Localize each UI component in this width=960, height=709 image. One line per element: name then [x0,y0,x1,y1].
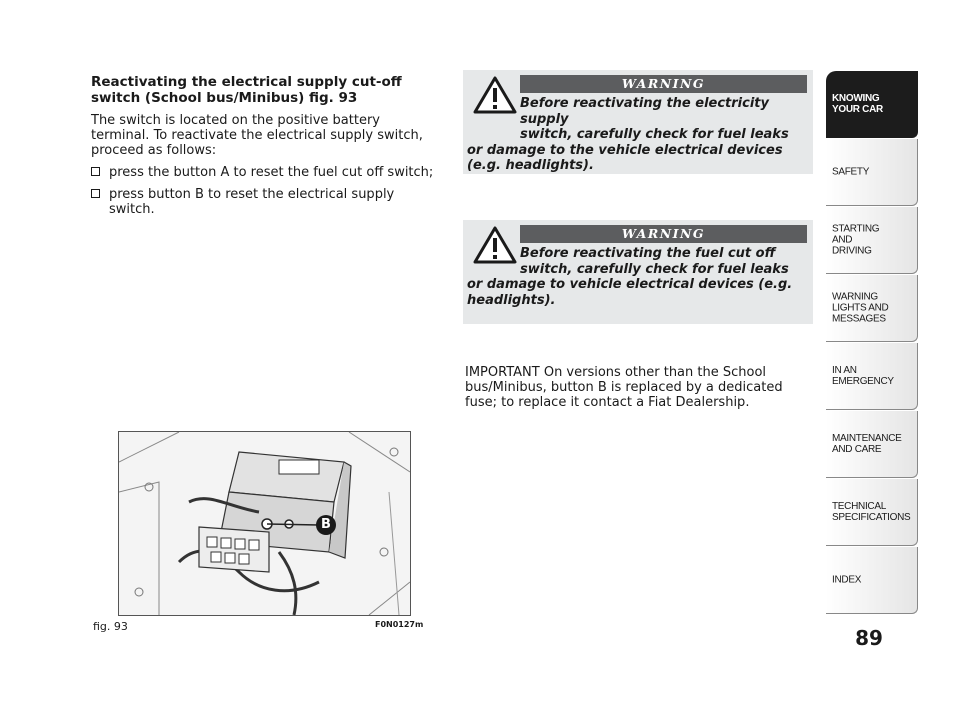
tab-knowing-your-car[interactable] [826,71,918,138]
tab-label: INDEX [832,574,862,586]
warning-box-electricity [463,70,813,174]
section-intro: The switch is located on the positive battery terminal. To reactivate the electrical supply switch, proceed as follows: [91,113,423,158]
warning-text: Before reactivating the fuel cut off switch, carefully check for fuel leaks or damage to vehicle electrical devices (e.g. headlights). [467,246,793,308]
tab-label: KNOWING YOUR CAR [832,93,883,115]
warning-header: WARNING [520,75,807,93]
figure-caption: fig. 93 [93,620,128,633]
tab-safety[interactable] [826,139,918,206]
tab-label: SAFETY [832,166,870,178]
tab-label: TECHNICAL SPECIFICATIONS [832,501,911,523]
important-note: IMPORTANT On versions other than the School bus/Minibus, button B is replaced by a dedicated fuse; to replace it contact a Fiat Dealership. [465,365,783,410]
page-number: 89 [855,626,883,650]
tab-label: WARNING LIGHTS AND MESSAGES [832,291,889,325]
tab-technical-specifications[interactable] [826,479,918,546]
list-item [91,187,436,217]
warning-text: Before reactivating the electricity supply switch, carefully check for fuel leaks or damage to the vehicle electrical devices (e.g. headlights). [467,96,789,173]
list-item [91,165,436,180]
tab-starting-and-driving[interactable] [826,207,918,274]
callout-b-label: B [321,517,331,532]
tab-label: STARTING AND DRIVING [832,223,880,257]
warning-box-fuel [463,220,813,324]
tab-index[interactable] [826,547,918,614]
tab-warning-lights-and-messages[interactable] [826,275,918,342]
tab-in-an-emergency[interactable] [826,343,918,410]
checkbox-bullet-icon [91,167,100,176]
checkbox-bullet-icon [91,189,100,198]
chapter-tabs [826,71,918,615]
battery-figure [118,431,411,616]
section-title: Reactivating the electrical supply cut-off switch (School bus/Minibus) fig. 93 [91,74,402,106]
figure-code: F0N0127m [375,620,424,629]
battery-illustration [119,432,410,615]
tab-maintenance-and-care[interactable] [826,411,918,478]
tab-label: IN AN EMERGENCY [832,365,894,387]
bullet-text: press button B to reset the electrical supply switch. [109,187,395,217]
tab-label: MAINTENANCE AND CARE [832,433,902,455]
bullet-text: press the button A to reset the fuel cut off switch; [109,165,434,180]
main-section [91,74,436,224]
warning-header: WARNING [520,225,807,243]
